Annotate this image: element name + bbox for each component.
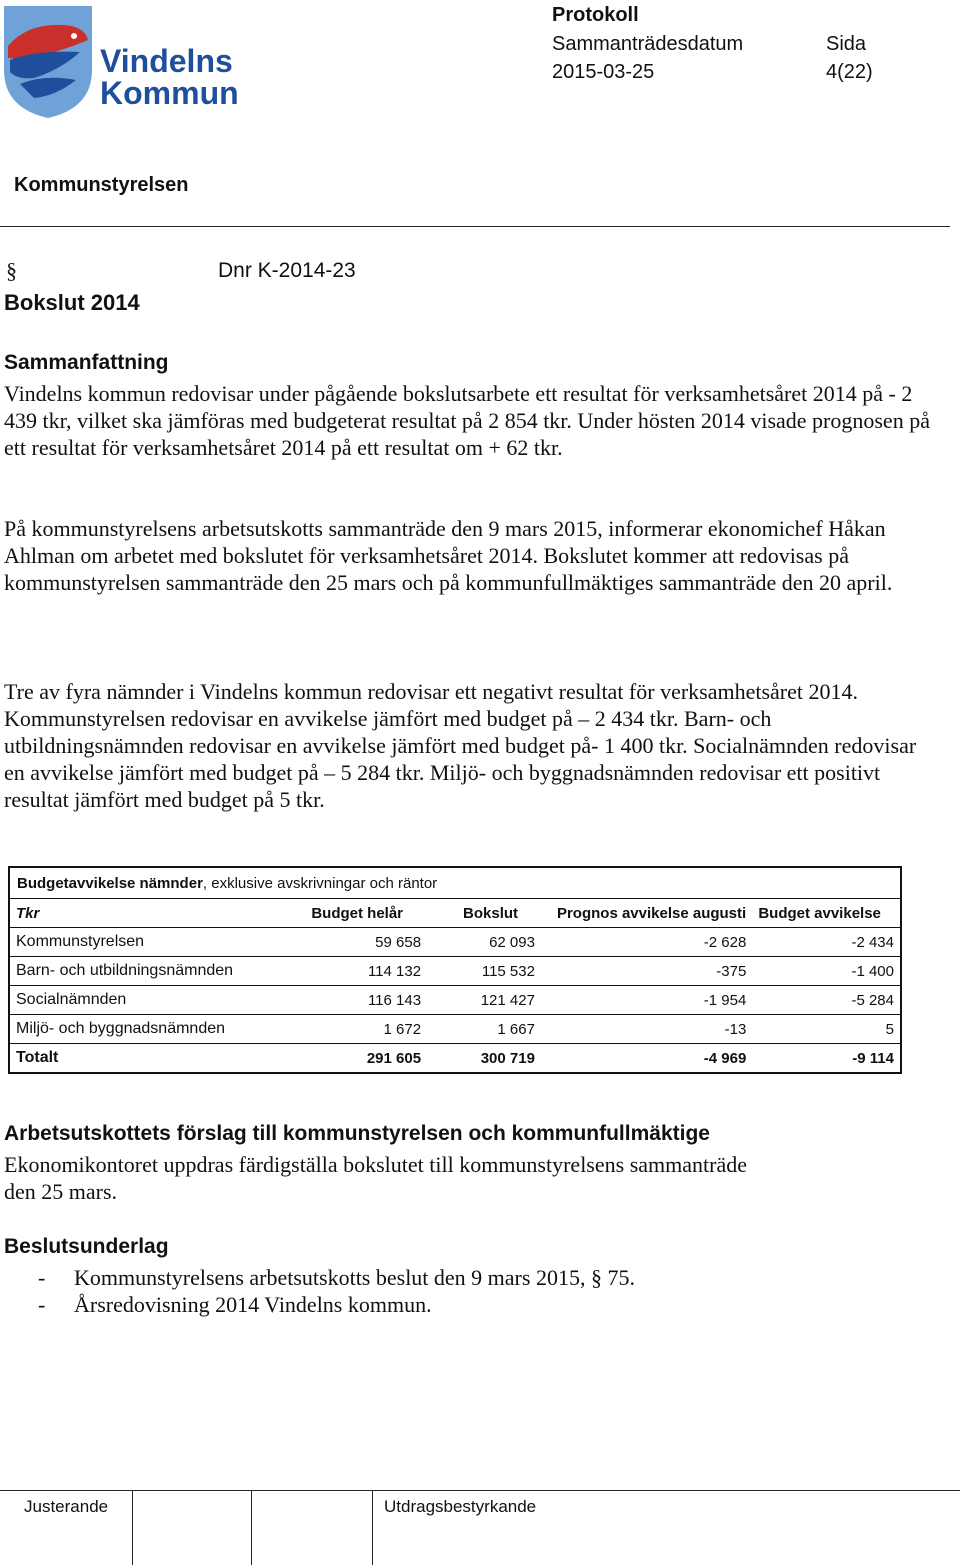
column-header: Budget helår xyxy=(295,899,427,928)
signature-footer xyxy=(0,1490,960,1565)
header-divider xyxy=(0,226,950,227)
column-header: Budget avvikelse xyxy=(752,899,900,928)
summary-heading: Sammanfattning xyxy=(4,351,169,374)
basis-list xyxy=(38,1264,635,1318)
table-header-row xyxy=(10,899,900,928)
list-item: - Årsredovisning 2014 Vindelns kommun. xyxy=(38,1291,635,1318)
table-caption-bold: Budgetavvikelse nämnder xyxy=(17,875,203,892)
proposal-heading: Arbetsutskottets förslag till kommunstyrelsen och kommunfullmäktige xyxy=(4,1122,710,1145)
summary-paragraph-1: Vindelns kommun redovisar under pågående bokslutsarbete ett resultat för verksamhetsåret 2014 på - 2 439 tkr, vilket ska jämföras med budgeterat resultat på 2 854 tkr. Under hösten 2014 visade prognosen på ett resultat för verksamhetsåret 2014 på ett resultat om + 62 tkr. xyxy=(4,381,930,460)
budget-table xyxy=(8,866,902,1074)
table-cell: -13 xyxy=(541,1015,752,1044)
table-cell: Totalt xyxy=(16,1049,59,1066)
document-type: Protokoll xyxy=(552,4,639,26)
page-value: 4(22) xyxy=(826,61,873,83)
table-cell: Barn- och utbildningsnämnden xyxy=(10,957,295,986)
table-cell: -4 969 xyxy=(703,1049,747,1067)
table-cell: -2 628 xyxy=(541,928,752,957)
table-cell: 1 667 xyxy=(427,1015,541,1044)
table-row xyxy=(10,957,900,986)
table-cell: -9 114 xyxy=(852,1049,894,1067)
table-cell: -5 284 xyxy=(752,986,900,1015)
justerande-label: Justerande xyxy=(24,1497,109,1516)
table-row xyxy=(10,1015,900,1044)
table-caption-rest: , exklusive avskrivningar och räntor xyxy=(202,875,438,892)
table-cell: -1 400 xyxy=(752,957,900,986)
table-cell: 121 427 xyxy=(427,986,541,1015)
logo-text-vindelns: Vindelns xyxy=(100,43,233,79)
page-label: Sida xyxy=(826,33,867,55)
municipality-logo xyxy=(0,0,240,120)
table-cell: Miljö- och byggnadsnämnden xyxy=(10,1015,295,1044)
table-cell: Socialnämnden xyxy=(10,986,295,1015)
organization-name: Kommunstyrelsen xyxy=(14,174,189,196)
table-cell: -375 xyxy=(541,957,752,986)
table-row xyxy=(10,986,900,1015)
column-header: Tkr xyxy=(10,899,295,928)
table-cell: -1 954 xyxy=(541,986,752,1015)
signature-cell xyxy=(133,1491,252,1565)
table-total-row xyxy=(10,1044,900,1073)
summary-paragraph-3: Tre av fyra nämnder i Vindelns kommun redovisar ett negativt resultat för verksamhetsåret 2014. Kommunstyrelsen redovisar en avvikelse jämfört med budget på – 2 434 tkr. Barn- och utbildningsnämnden redovisar en avvikelse jämfört med budget på- 1 400 tkr. Socialnämnden redovisar en avvikelse jämfört med budget på – 5 284 tkr. Miljö- och byggnadsnämnden redovisar ett positivt resultat jämfört med budget på 5 tkr. xyxy=(4,679,917,812)
table-cell: 115 532 xyxy=(427,957,541,986)
basis-heading: Beslutsunderlag xyxy=(4,1235,169,1258)
table-cell: 5 xyxy=(752,1015,900,1044)
signature-cell xyxy=(252,1491,373,1565)
table-cell: 291 605 xyxy=(366,1049,422,1067)
list-item: - Kommunstyrelsens arbetsutskotts beslut den 9 mars 2015, § 75. xyxy=(38,1264,635,1291)
signature-cell xyxy=(0,1491,133,1565)
table-cell: 300 719 xyxy=(480,1049,535,1067)
fish-emblem-icon xyxy=(0,0,240,120)
table-row xyxy=(10,928,900,957)
table-cell: 1 672 xyxy=(295,1015,427,1044)
table-cell: -2 434 xyxy=(752,928,900,957)
table-cell: 114 132 xyxy=(295,957,427,986)
table-cell: 62 093 xyxy=(427,928,541,957)
date-label: Sammanträdesdatum xyxy=(552,33,744,55)
summary-paragraph-2: På kommunstyrelsens arbetsutskotts sammanträde den 9 mars 2015, informerar ekonomichef Håkan Ahlman om arbetet med bokslutet för verksamhetsåret 2014. Bokslutet kommer att redovisas på kommunstyrelsen sammanträde den 25 mars och på kommunfullmäktiges sammanträde den 20 april. xyxy=(4,516,893,595)
date-value: 2015-03-25 xyxy=(552,61,655,83)
table-cell: Kommunstyrelsen xyxy=(10,928,295,957)
utdragsbestyrkande-label: Utdragsbestyrkande xyxy=(384,1497,537,1516)
column-header: Bokslut xyxy=(427,899,541,928)
case-title: Bokslut 2014 xyxy=(4,290,140,315)
proposal-text: Ekonomikontoret uppdras färdigställa bokslutet till kommunstyrelsens sammanträde den 25 mars. xyxy=(4,1152,747,1204)
paragraph-sign: § xyxy=(6,258,17,283)
column-header: Prognos avvikelse augusti xyxy=(541,899,752,928)
table-cell: 116 143 xyxy=(295,986,427,1015)
case-number: Dnr K-2014-23 xyxy=(218,259,356,282)
logo-text-kommun: Kommun xyxy=(100,75,239,111)
table-caption xyxy=(10,868,900,899)
table-cell: 59 658 xyxy=(295,928,427,957)
